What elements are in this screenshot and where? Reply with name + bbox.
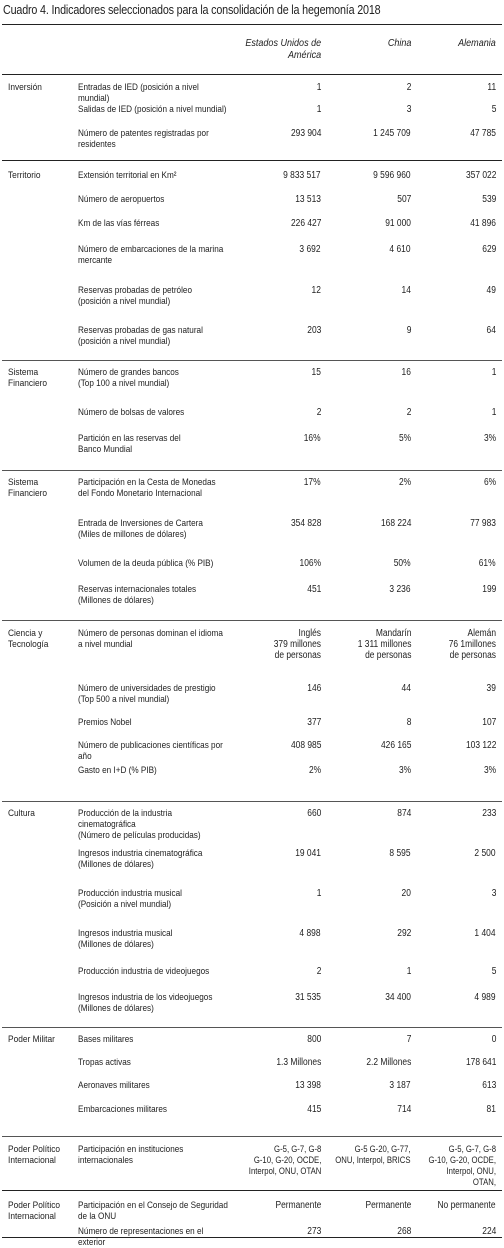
cell-value: 77 983 xyxy=(470,518,496,529)
table-cell xyxy=(321,325,411,336)
row-label xyxy=(78,104,230,115)
cell-value: 273 xyxy=(306,1226,321,1237)
table-cell xyxy=(411,1144,496,1188)
cell-value: 16 xyxy=(401,367,411,378)
table-cell xyxy=(321,194,411,205)
table-cell xyxy=(411,765,496,776)
table-cell xyxy=(321,285,411,296)
row-label xyxy=(78,628,230,650)
cell-value: 4 989 xyxy=(474,992,496,1003)
row-label-text: Número de grandes bancos (Top 100 a nivel mundial) xyxy=(78,367,179,389)
table-cell xyxy=(211,218,321,229)
cell-value: 9 596 960 xyxy=(373,170,411,181)
cell-value: 357 022 xyxy=(465,170,496,181)
cell-value: 81 xyxy=(486,1104,496,1115)
table-cell xyxy=(411,518,496,529)
cell-value: 1 xyxy=(316,104,321,115)
row-label xyxy=(78,966,230,977)
row-separator xyxy=(2,1027,502,1028)
cell-value: 106% xyxy=(299,558,321,569)
row-label-text: Gasto en I+D (% PIB) xyxy=(78,765,157,776)
cell-value: 5 xyxy=(491,966,496,977)
table-cell xyxy=(321,433,411,444)
table-cell xyxy=(211,285,321,296)
table-cell xyxy=(321,244,411,255)
table-cell xyxy=(411,584,496,595)
table-cell xyxy=(211,518,321,529)
section-name: Poder Político Internacional xyxy=(8,1200,61,1222)
table-cell xyxy=(211,966,321,977)
row-label xyxy=(78,740,230,762)
table-cell xyxy=(321,218,411,229)
row-label xyxy=(78,82,230,104)
cell-value: 354 828 xyxy=(290,518,321,529)
cell-value: 5 xyxy=(491,104,496,115)
cell-value: 4 610 xyxy=(389,244,411,255)
row-label-text: Premios Nobel xyxy=(78,717,132,728)
section-name: Poder Militar xyxy=(8,1034,55,1045)
cell-value: 17% xyxy=(304,477,321,488)
table-cell xyxy=(411,407,496,418)
cell-value: 226 427 xyxy=(290,218,321,229)
table-cell xyxy=(211,584,321,595)
table-cell xyxy=(211,1034,321,1045)
row-label xyxy=(78,848,230,870)
cell-value: 2 xyxy=(406,82,411,93)
table-cell xyxy=(411,628,496,661)
table-cell xyxy=(411,128,496,139)
table-cell xyxy=(411,244,496,255)
table-cell xyxy=(211,82,321,93)
row-label-text: Número de universidades de prestigio (Top 500 a nivel mundial) xyxy=(78,683,216,705)
table-cell xyxy=(211,740,321,751)
row-separator xyxy=(2,1237,502,1238)
cell-value: 49 xyxy=(486,285,496,296)
cell-value: 1 245 709 xyxy=(373,128,411,139)
cell-value: 168 224 xyxy=(380,518,411,529)
table-cell xyxy=(321,1144,411,1166)
table-cell xyxy=(411,170,496,181)
cell-value: 14 xyxy=(401,285,411,296)
cell-value: 3 236 xyxy=(389,584,411,595)
table-cell xyxy=(321,740,411,751)
table-cell xyxy=(321,128,411,139)
row-label-text: Salidas de IED (posición a nivel mundial) xyxy=(78,104,227,115)
row-label xyxy=(78,285,230,307)
section-name: Sistema Financiero xyxy=(8,477,48,499)
row-label xyxy=(78,407,230,418)
table-cell xyxy=(211,1200,321,1211)
cell-value: 178 641 xyxy=(465,1057,496,1068)
row-label-text: Ingresos industria cinematográfica (Millones de dólares) xyxy=(78,848,203,870)
cell-value: 1 xyxy=(491,367,496,378)
row-label-text: Aeronaves militares xyxy=(78,1080,150,1091)
table-cell xyxy=(211,928,321,939)
table-cell xyxy=(321,1080,411,1091)
table-cell xyxy=(321,1226,411,1237)
table-cell xyxy=(321,1057,411,1068)
row-separator xyxy=(2,801,502,802)
row-label xyxy=(78,244,230,266)
cell-value: 1 xyxy=(406,966,411,977)
cell-value: 3% xyxy=(483,433,496,444)
table-cell xyxy=(321,584,411,595)
cell-value: 2 500 xyxy=(474,848,496,859)
cell-value: 660 xyxy=(306,808,321,819)
row-label xyxy=(78,218,230,229)
cell-value: 1 404 xyxy=(474,928,496,939)
cell-value: 539 xyxy=(481,194,496,205)
table-cell xyxy=(411,194,496,205)
table-cell xyxy=(411,104,496,115)
cell-value: 34 400 xyxy=(385,992,411,1003)
row-label xyxy=(78,367,230,389)
row-label xyxy=(78,928,230,950)
row-label xyxy=(78,128,230,150)
row-label-text: Número de bolsas de valores xyxy=(78,407,185,418)
row-label-text: Partición en las reservas del Banco Mundial xyxy=(78,433,181,455)
cell-value: 9 833 517 xyxy=(283,170,321,181)
table-cell xyxy=(211,717,321,728)
cell-value: 203 xyxy=(306,325,321,336)
table-cell xyxy=(211,433,321,444)
cell-value: 408 985 xyxy=(290,740,321,751)
table-cell xyxy=(211,1104,321,1115)
cell-value: 41 896 xyxy=(470,218,496,229)
row-label xyxy=(78,1200,230,1222)
table-cell xyxy=(411,477,496,488)
row-label xyxy=(78,1104,230,1115)
table-cell xyxy=(321,1034,411,1045)
cell-value: 1 xyxy=(316,888,321,899)
cell-value: 11 xyxy=(487,82,496,93)
table-cell xyxy=(411,888,496,899)
row-label xyxy=(78,477,230,499)
cell-value: 2 xyxy=(406,407,411,418)
row-label xyxy=(78,325,230,347)
cell-value: 0 xyxy=(491,1034,496,1045)
table-cell xyxy=(411,848,496,859)
cell-value: 12 xyxy=(311,285,321,296)
table-cell xyxy=(211,104,321,115)
cell-value: 1.3 Millones xyxy=(276,1057,321,1068)
table-cell xyxy=(411,808,496,819)
table-cell xyxy=(321,808,411,819)
cell-value: 64 xyxy=(486,325,496,336)
cell-value: 1 xyxy=(316,82,321,93)
table-cell xyxy=(211,808,321,819)
column-header: Estados Unidos de América xyxy=(245,37,321,61)
cell-value: 20 xyxy=(401,888,411,899)
cell-value: Inglés 379 millones de personas xyxy=(273,628,321,661)
table-cell xyxy=(321,683,411,694)
table-cell xyxy=(321,628,411,661)
cell-value: 293 904 xyxy=(290,128,321,139)
table-cell xyxy=(321,367,411,378)
row-label-text: Volumen de la deuda pública (% PIB) xyxy=(78,558,214,569)
cell-value: 44 xyxy=(401,683,411,694)
table-cell xyxy=(321,992,411,1003)
cell-value: 5% xyxy=(398,433,411,444)
cell-value: 613 xyxy=(481,1080,496,1091)
row-label xyxy=(78,433,230,455)
column-header: China xyxy=(387,37,411,49)
table-cell xyxy=(321,170,411,181)
cell-value: 268 xyxy=(396,1226,411,1237)
cell-value: 61% xyxy=(479,558,496,569)
row-label xyxy=(78,518,230,540)
table-cell xyxy=(411,717,496,728)
row-label-text: Producción de la industria cinematográfica (Número de películas producidas) xyxy=(78,808,201,841)
row-separator xyxy=(2,360,502,361)
cell-value: No permanente xyxy=(437,1200,496,1211)
table-cell xyxy=(321,1200,411,1211)
row-label-text: Reservas internacionales totales (Millones de dólares) xyxy=(78,584,197,606)
table-cell xyxy=(411,285,496,296)
row-label-text: Participación en el Consejo de Seguridad de la ONU xyxy=(78,1200,228,1222)
cell-value: Permanente xyxy=(365,1200,411,1211)
table-cell xyxy=(411,740,496,751)
table-cell xyxy=(411,1104,496,1115)
cell-value: G-5, G-7, G-8 G-10, G-20, OCDE, Interpol, ONU, OTAN, xyxy=(428,1144,496,1187)
cell-value: 426 165 xyxy=(380,740,411,751)
row-label-text: Número de publicaciones científicas por año xyxy=(78,740,223,762)
cell-value: 7 xyxy=(406,1034,411,1045)
cell-value: 146 xyxy=(306,683,321,694)
row-label-text: Entradas de IED (posición a nivel mundial) xyxy=(78,82,199,104)
cell-value: G-5 G-20, G-77, ONU, Interpol, BRICS xyxy=(335,1144,411,1165)
table-cell xyxy=(321,928,411,939)
cell-value: 3% xyxy=(483,765,496,776)
table-cell xyxy=(211,558,321,569)
table-cell xyxy=(411,992,496,1003)
cell-value: 2% xyxy=(308,765,321,776)
row-label xyxy=(78,170,230,181)
row-label xyxy=(78,1226,230,1248)
table-cell xyxy=(321,104,411,115)
table-cell xyxy=(411,325,496,336)
row-label-text: Producción industria musical (Posición a nivel mundial) xyxy=(78,888,182,910)
row-label xyxy=(78,1080,230,1091)
cell-value: 874 xyxy=(396,808,411,819)
row-label-text: Reservas probadas de petróleo (posición a nivel mundial) xyxy=(78,285,193,307)
row-label-text: Entrada de Inversiones de Cartera (Miles de millones de dólares) xyxy=(78,518,203,540)
row-label-text: Número de embarcaciones de la marina mercante xyxy=(78,244,224,266)
table-cell xyxy=(411,1034,496,1045)
row-label xyxy=(78,1034,230,1045)
row-label-text: Bases militares xyxy=(78,1034,134,1045)
row-label xyxy=(78,765,230,776)
cell-value: 39 xyxy=(486,683,496,694)
row-separator xyxy=(2,74,502,75)
table-cell xyxy=(211,194,321,205)
table-cell xyxy=(211,367,321,378)
table-cell xyxy=(211,683,321,694)
row-label xyxy=(78,717,230,728)
table-cell xyxy=(411,218,496,229)
cell-value: 1 xyxy=(491,407,496,418)
table-cell xyxy=(321,82,411,93)
cell-value: 4 898 xyxy=(299,928,321,939)
table-cell xyxy=(321,518,411,529)
table-cell xyxy=(321,888,411,899)
row-label-text: Embarcaciones militares xyxy=(78,1104,167,1115)
row-label-text: Km de las vías férreas xyxy=(78,218,160,229)
row-label xyxy=(78,1057,230,1068)
table-cell xyxy=(411,966,496,977)
row-label xyxy=(78,683,230,705)
row-label xyxy=(78,194,230,205)
row-label-text: Tropas activas xyxy=(78,1057,131,1068)
cell-value: 2.2 Millones xyxy=(366,1057,411,1068)
table-cell xyxy=(411,1057,496,1068)
table-cell xyxy=(211,128,321,139)
table-cell xyxy=(321,717,411,728)
section-name: Inversión xyxy=(8,82,42,93)
table-cell xyxy=(411,928,496,939)
row-label-text: Producción industria de videojuegos xyxy=(78,966,210,977)
cell-value: 3 187 xyxy=(389,1080,411,1091)
table-cell xyxy=(211,325,321,336)
row-label xyxy=(78,888,230,910)
row-separator xyxy=(2,160,502,161)
row-separator xyxy=(2,24,502,25)
cell-value: 6% xyxy=(483,477,496,488)
cell-value: Permanente xyxy=(275,1200,321,1211)
cell-value: 15 xyxy=(311,367,321,378)
table-cell xyxy=(411,367,496,378)
table-cell xyxy=(321,966,411,977)
table-cell xyxy=(211,477,321,488)
cell-value: 377 xyxy=(306,717,321,728)
cell-value: 233 xyxy=(481,808,496,819)
cell-value: 8 595 xyxy=(389,848,411,859)
section-name: Territorio xyxy=(8,170,41,181)
cell-value: 224 xyxy=(481,1226,496,1237)
row-label xyxy=(78,558,230,569)
cell-value: 199 xyxy=(481,584,496,595)
table-cell xyxy=(211,244,321,255)
row-label-text: Ingresos industria de los videojuegos (Millones de dólares) xyxy=(78,992,213,1014)
cell-value: 13 513 xyxy=(295,194,321,205)
table-cell xyxy=(321,477,411,488)
cell-value: 13 398 xyxy=(295,1080,321,1091)
row-label xyxy=(78,584,230,606)
row-label-text: Participación en la Cesta de Monedas del Fondo Monetario Internacional xyxy=(78,477,216,499)
cell-value: 3 692 xyxy=(299,244,321,255)
table-cell xyxy=(411,433,496,444)
row-label xyxy=(78,1144,230,1166)
row-label-text: Número de personas dominan el idioma a nivel mundial xyxy=(78,628,223,650)
cell-value: 103 122 xyxy=(465,740,496,751)
cell-value: Alemán 76 1millones de personas xyxy=(448,628,496,661)
table-cell xyxy=(321,558,411,569)
row-separator xyxy=(2,470,502,471)
row-label xyxy=(78,808,230,841)
cell-value: 2 xyxy=(316,966,321,977)
row-label-text: Reservas probadas de gas natural (posición a nivel mundial) xyxy=(78,325,203,347)
cell-value: 3% xyxy=(398,765,411,776)
table-cell xyxy=(211,628,321,661)
table-cell xyxy=(321,765,411,776)
cell-value: 292 xyxy=(396,928,411,939)
section-name: Cultura xyxy=(8,808,35,819)
section-name: Sistema Financiero xyxy=(8,367,48,389)
table-cell xyxy=(321,1104,411,1115)
section-name: Ciencia y Tecnología xyxy=(8,628,49,650)
table-cell xyxy=(211,1226,321,1237)
table-cell xyxy=(211,1080,321,1091)
row-separator xyxy=(2,1136,502,1137)
table-cell xyxy=(411,1226,496,1237)
row-label-text: Número de aeropuertos xyxy=(78,194,165,205)
table-cell xyxy=(211,848,321,859)
cell-value: 91 000 xyxy=(385,218,411,229)
cell-value: 3 xyxy=(406,104,411,115)
row-label xyxy=(78,992,230,1014)
row-label-text: Participación en instituciones internacionales xyxy=(78,1144,184,1166)
column-header: Alemania xyxy=(458,37,496,49)
section-name: Poder Político Internacional xyxy=(8,1144,61,1166)
table-cell xyxy=(211,1057,321,1068)
cell-value: 50% xyxy=(394,558,411,569)
row-label-text: Número de patentes registradas por residentes xyxy=(78,128,209,150)
table-cell xyxy=(321,407,411,418)
table-cell xyxy=(211,407,321,418)
table-cell xyxy=(411,1080,496,1091)
table-cell xyxy=(411,558,496,569)
table-title: Cuadro 4. Indicadores seleccionados para la consolidación de la hegemonía 2018 xyxy=(3,3,381,17)
cell-value: 415 xyxy=(306,1104,321,1115)
cell-value: 2% xyxy=(398,477,411,488)
row-label-text: Ingresos industria musical (Millones de dólares) xyxy=(78,928,173,950)
cell-value: 451 xyxy=(306,584,321,595)
cell-value: 507 xyxy=(396,194,411,205)
cell-value: 714 xyxy=(396,1104,411,1115)
cell-value: 9 xyxy=(406,325,411,336)
cell-value: 2 xyxy=(316,407,321,418)
table-cell xyxy=(321,848,411,859)
table-cell xyxy=(411,683,496,694)
cell-value: 3 xyxy=(491,888,496,899)
table-cell xyxy=(211,888,321,899)
row-separator xyxy=(2,620,502,621)
table-cell xyxy=(411,82,496,93)
row-label-text: Número de representaciones en el exterior xyxy=(78,1226,204,1248)
cell-value: 107 xyxy=(481,717,496,728)
row-label-text: Extensión territorial en Km² xyxy=(78,170,177,181)
cell-value: 31 535 xyxy=(295,992,321,1003)
table-cell xyxy=(211,765,321,776)
table-cell xyxy=(211,1144,321,1177)
cell-value: 19 041 xyxy=(295,848,321,859)
cell-value: 629 xyxy=(481,244,496,255)
row-separator xyxy=(2,1190,502,1191)
cell-value: 16% xyxy=(304,433,321,444)
table-cell xyxy=(211,170,321,181)
cell-value: 800 xyxy=(306,1034,321,1045)
cell-value: 8 xyxy=(406,717,411,728)
cell-value: G-5, G-7, G-8 G-10, G-20, OCDE, Interpol, ONU, OTAN xyxy=(248,1144,321,1176)
table-cell xyxy=(411,1200,496,1211)
cell-value: Mandarín 1 311 millones de personas xyxy=(357,628,411,661)
cell-value: 47 785 xyxy=(470,128,496,139)
table-cell xyxy=(211,992,321,1003)
